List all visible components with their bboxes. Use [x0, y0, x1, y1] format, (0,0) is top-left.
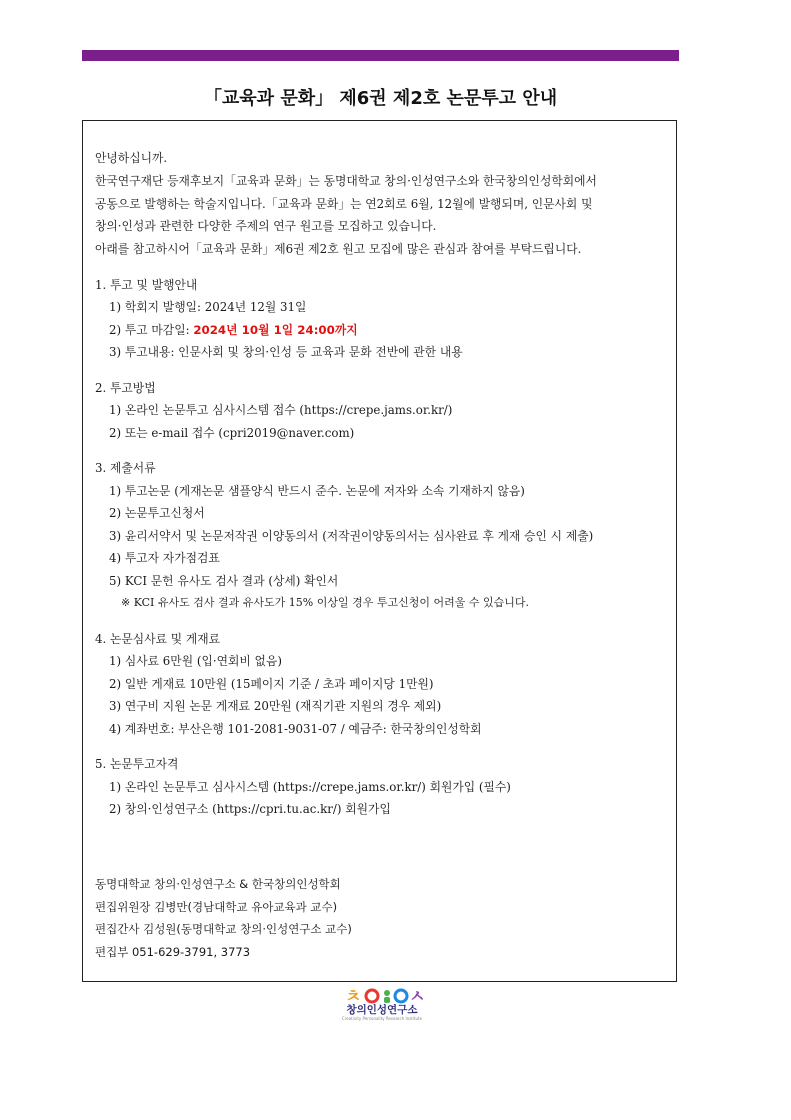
list-item: 2) 창의·인성연구소 (https://cpri.tu.ac.kr/) 회원가입	[109, 802, 391, 817]
section-heading: 1. 투고 및 발행안내	[95, 277, 198, 292]
notice-content	[95, 147, 664, 821]
section-heading: 2. 투고방법	[95, 380, 156, 395]
similarity-note: ※ KCI 유사도 검사 결과 유사도가 15% 이상일 경우 투고신청이 어려울 수 있습니다.	[121, 596, 529, 610]
footer-org: 동명대학교 창의·인성연구소 & 한국창의인성학회	[95, 877, 341, 891]
logo-subtext: Creativity Personality Research Institute	[341, 1016, 423, 1021]
list-item: 3) 투고내용: 인문사회 및 창의·인성 등 교육과 문화 전반에 관한 내용	[109, 345, 463, 360]
intro-line: 아래를 참고하시어「교육과 문화」제6권 제2호 원고 모집에 많은 관심과 참여를 부탁드립니다.	[95, 242, 582, 257]
list-item: 1) 온라인 논문투고 심사시스템 (https://crepe.jams.or.kr/) 회원가입 (필수)	[109, 779, 511, 794]
list-item: 3) 연구비 지원 논문 게재료 20만원 (재직기관 지원의 경우 제외)	[109, 699, 442, 714]
list-item: 2) 또는 e-mail 접수 (cpri2019@naver.com)	[109, 425, 355, 440]
list-item: 2) 일반 게재료 10만원 (15페이지 기준 / 초과 페이지당 1만원)	[109, 676, 434, 691]
list-item: 4) 계좌번호: 부산은행 101-2081-9031-07 / 예금주: 한국창의인성학회	[109, 721, 482, 736]
top-accent-bar	[82, 50, 679, 61]
list-item: 1) 심사료 6만원 (입·연회비 없음)	[109, 654, 282, 669]
intro-line: 창의·인성과 관련한 다양한 주제의 연구 원고를 모집하고 있습니다.	[95, 219, 437, 234]
footer-office: 편집부 051-629-3791, 3773	[95, 944, 251, 959]
page-title: 「교육과 문화」 제6권 제2호 논문투고 안내	[203, 88, 558, 109]
deadline-value: 2024년 10월 1일 24:00까지	[193, 322, 358, 337]
list-item: 1) 온라인 논문투고 심사시스템 접수 (https://crepe.jams.or.kr/)	[109, 403, 453, 418]
institute-logo	[337, 985, 427, 1025]
list-item: 1) 투고논문 (게재논문 샘플양식 반드시 준수. 논문에 저자와 소속 기재하지 않음)	[109, 483, 525, 498]
list-item: 2) 논문투고신청서	[109, 506, 205, 521]
notice-box	[82, 120, 677, 982]
deadline-label: 2) 투고 마감일:	[109, 322, 194, 337]
list-item: 5) KCI 문헌 유사도 검사 결과 (상세) 확인서	[109, 573, 339, 588]
logo-text: 창의인성연구소	[346, 1004, 418, 1016]
list-item-deadline	[95, 319, 664, 342]
intro-line: 공동으로 발행하는 학술지입니다.「교육과 문화」는 연2회로 6월, 12월에 발행되며, 인문사회 및	[95, 196, 593, 211]
footer-editor-secretary: 편집간사 김성원(동명대학교 창의·인성연구소 교수)	[95, 922, 352, 936]
svg-text:ㅅ: ㅅ	[409, 987, 426, 1007]
section-heading: 3. 제출서류	[95, 461, 156, 476]
intro-line: 한국연구재단 등재후보지「교육과 문화」는 동명대학교 창의·인성연구소와 한국창의인성학회에서	[95, 173, 597, 188]
svg-text:ㅊ: ㅊ	[345, 987, 362, 1007]
section-heading: 5. 논문투고자격	[95, 757, 179, 772]
list-item: 3) 윤리서약서 및 논문저작권 이양동의서 (저작권이양동의서는 심사완료 후 게재 승인 시 제출)	[109, 528, 594, 543]
list-item: 4) 투고자 자가점검표	[109, 551, 220, 566]
footer-editor-chief: 편집위원장 김병만(경남대학교 유아교육과 교수)	[95, 899, 338, 914]
list-item: 1) 학회지 발행일: 2024년 12월 31일	[109, 300, 307, 315]
intro-line: 안녕하십니까.	[95, 151, 168, 165]
contact-footer	[95, 873, 352, 963]
section-heading: 4. 논문심사료 및 게재료	[95, 631, 221, 646]
